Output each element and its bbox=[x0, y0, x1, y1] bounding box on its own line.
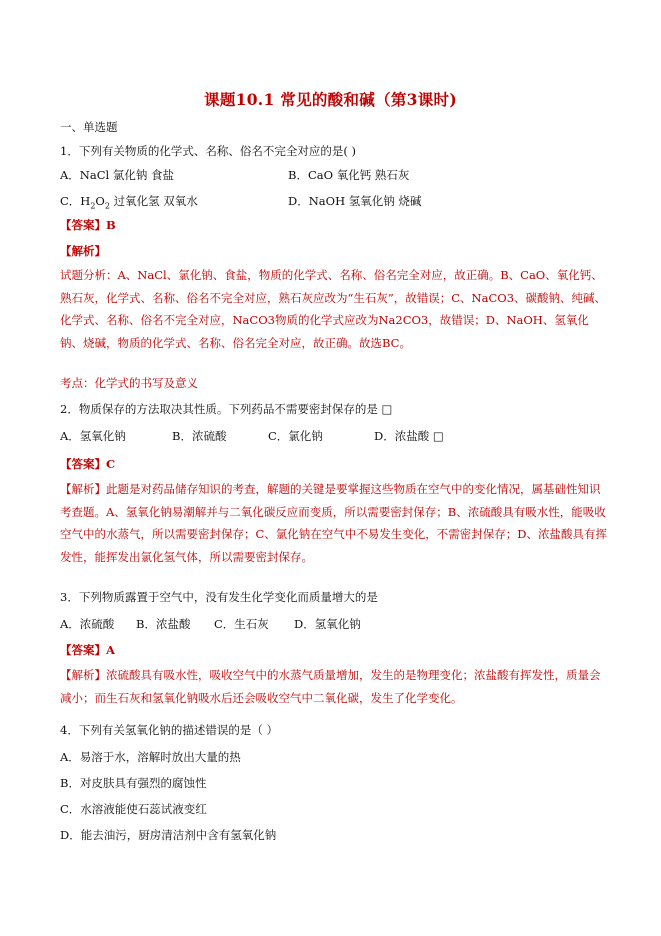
question-4-option-b: B．对皮肤具有强烈的腐蚀性 bbox=[60, 776, 207, 790]
question-3-stem: 3．下列物质露置于空气中，没有发生化学变化而质量增大的是 bbox=[60, 590, 378, 604]
question-2-option-b: B．浓硫酸 bbox=[172, 429, 227, 443]
question-1-answer: 【答案】B bbox=[60, 218, 116, 232]
question-2-analysis: 【解析】此题是对药品储存知识的考查，解题的关键是要掌握这些物质在空气中的变化情况，属基础性知识考查题。A、氢氧化钠易潮解并与二氧化碳反应而变质，所以需要密封保存；B、浓硫酸具有吸水性，能吸收空气中的水蒸气，所以需要密封保存；C、氯化钠在空气中不易发生变化，不需密封保存；D、浓盐酸具有挥发性，能挥发出氯化氢气体，所以需要密封保存。 bbox=[60, 482, 608, 564]
question-2-answer: 【答案】C bbox=[60, 457, 116, 471]
question-4-option-d: D．能去油污，厨房清洁剂中含有氢氧化钠 bbox=[60, 828, 277, 842]
option-c-names: 过氧化氢 双氧水 bbox=[109, 194, 198, 208]
option-c-formula-h: C．H bbox=[60, 194, 91, 208]
question-3-analysis: 【解析】浓硫酸具有吸水性，吸收空气中的水蒸气质量增加，发生的是物理变化；浓盐酸有挥发性，质量会减小；而生石灰和氢氧化钠吸水后还会吸收空气中二氧化碳，发生了化学变化。 bbox=[60, 668, 601, 705]
question-3-option-d: D．氢氧化钠 bbox=[294, 617, 361, 631]
question-4-option-a: A．易溶于水，溶解时放出大量的热 bbox=[60, 750, 241, 764]
page-title: 课题10.1 常见的酸和碱（第3课时) bbox=[204, 90, 457, 109]
question-1-option-b: B．CaO 氧化钙 熟石灰 bbox=[288, 168, 410, 182]
question-1-option-c bbox=[60, 193, 198, 210]
option-c-subscript-2: 2 bbox=[104, 201, 110, 211]
question-3-option-a: A．浓硫酸 bbox=[60, 617, 115, 631]
question-2-stem: 2．物质保存的方法取决其性质。下列药品不需要密封保存的是 □ bbox=[60, 402, 393, 416]
option-c-subscript: 2 bbox=[90, 201, 96, 211]
question-3-option-b: B．浓盐酸 bbox=[136, 617, 191, 631]
question-1-point: 考点：化学式的书写及意义 bbox=[60, 376, 198, 390]
option-c-formula-o: O bbox=[95, 194, 105, 208]
question-1-analysis: 试题分析：A、NaCl、氯化钠、食盐，物质的化学式、名称、俗名完全对应，故正确。B、CaO、氧化钙、熟石灰，化学式、名称、俗名不完全对应，熟石灰应改为“生石灰”，故错误；C、NaCO3、碳酸钠、纯碱、化学式、名称、俗名不完全对应，NaCO3物质的化学式应改为Na2CO3，故错误；D、NaOH、氢氧化钠、烧碱，物质的化学式、名称、俗名完全对应，故正确。故选BC。 bbox=[60, 268, 607, 350]
question-2-option-c: C．氯化钠 bbox=[268, 429, 323, 443]
question-3-option-c: C．生石灰 bbox=[214, 617, 269, 631]
question-1-stem: 1．下列有关物质的化学式、名称、俗名不完全对应的是( ) bbox=[60, 144, 356, 158]
question-2-option-a: A．氢氧化钠 bbox=[60, 429, 126, 443]
question-4-stem: 4．下列有关氢氧化钠的描述错误的是（ ） bbox=[60, 723, 278, 737]
section-heading: 一、单选题 bbox=[60, 120, 118, 134]
question-1-analysis-label: 【解析】 bbox=[60, 244, 106, 258]
question-1-option-a: A．NaCl 氯化钠 食盐 bbox=[60, 168, 175, 182]
question-3-answer: 【答案】A bbox=[60, 643, 115, 657]
question-4-option-c: C．水溶液能使石蕊试液变红 bbox=[60, 802, 207, 816]
question-1-option-d: D．NaOH 氢氧化钠 烧碱 bbox=[288, 194, 422, 208]
question-2-option-d: D．浓盐酸 □ bbox=[374, 429, 444, 443]
